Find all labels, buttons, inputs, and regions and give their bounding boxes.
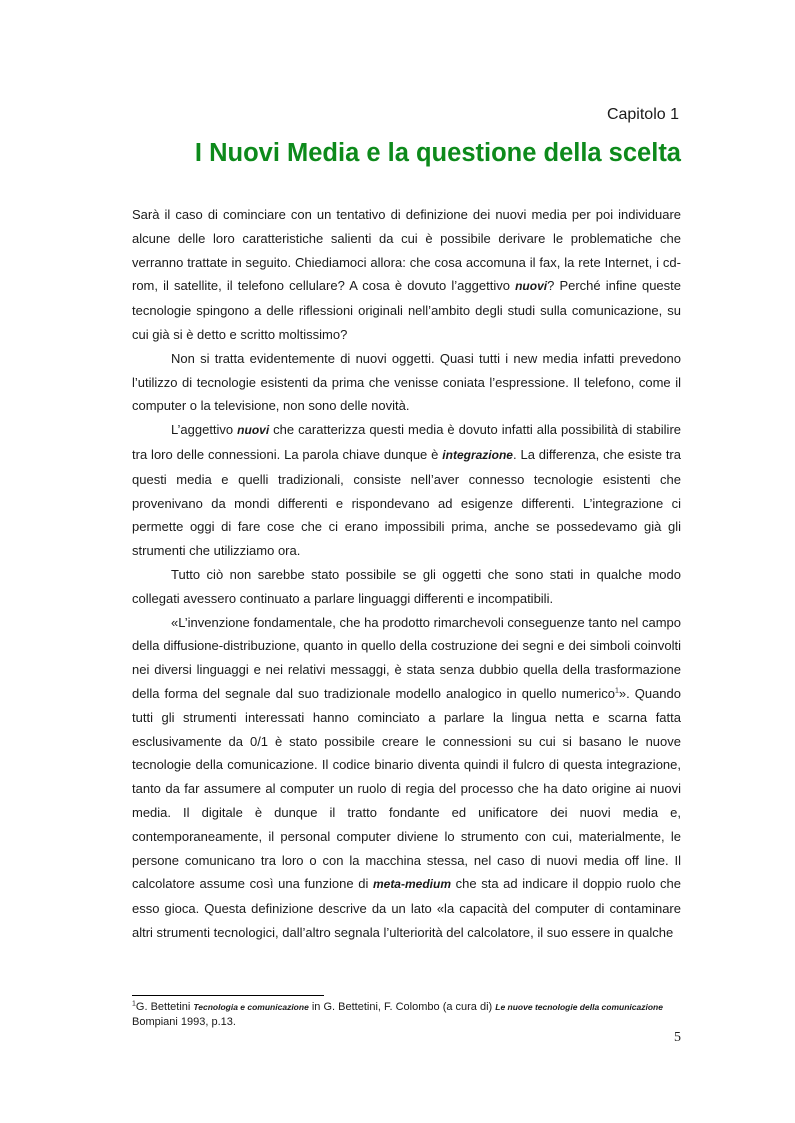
footnote-text: Bompiani 1993, p.13.: [132, 1015, 236, 1028]
paragraph: [132, 347, 681, 418]
text-run: ? Perché infine queste tecnologie spingono a delle riflessioni originali nell’ambito degli studi sulla comunicazione, su cui già si è detto e scritto moltissimo?: [132, 278, 681, 342]
text-run: Sarà il caso di cominciare con un tentativo di definizione dei nuovi media per poi individuare alcune delle loro caratteristiche salienti da cui è possibile derivare le problematiche che verranno trattate in seguito. Chiediamoci allora: che cosa accomuna il fax, la rete Internet, i cd-rom, il satellite, il telefono cellulare? A cosa è dovuto l’aggettivo: [132, 207, 681, 294]
keyword: integrazione: [442, 447, 513, 462]
text-run: «L’invenzione fondamentale, che ha prodotto rimarchevoli conseguenze tanto nel campo della diffusione-distribuzione, quanto in quello della costruzione dei segni e dei simboli coinvolti nei diversi linguaggi e nei relativi messaggi, è stata senza dubbio quella della trasformazione della forma del segnale dal suo tradizionale modello analogico in quello numerico: [132, 614, 681, 701]
paragraph: [132, 203, 681, 347]
text-run: Tutto ciò non sarebbe stato possibile se gli oggetti che sono stati in qualche modo collegati avessero continuato a parlare linguaggi differenti e incompatibili.: [132, 566, 681, 606]
footnote-title: Tecnologia e comunicazione: [193, 1002, 309, 1012]
paragraph: [132, 563, 681, 611]
footnote-text: in G. Bettetini, F. Colombo (a cura di): [308, 1001, 496, 1013]
text-run: L’aggettivo: [171, 422, 238, 438]
footnote-divider: [132, 995, 324, 996]
paragraph: [132, 611, 681, 945]
footnote: [132, 1000, 692, 1029]
page-number: 5: [674, 1030, 681, 1045]
text-run: che caratterizza questi media è dovuto infatti alla possibilità di stabilire tra loro delle connessioni. La parola chiave dunque è: [132, 422, 681, 462]
footnote-number: 1: [132, 1000, 136, 1008]
text-run: . La differenza, che esiste tra questi media e quelli tradizionali, consiste nell’aver connesso tecnologie esistenti che provenivano da mondi differenti e rispondevano ad esigenze differenti. L’integrazione ci permette oggi di fare cose che ci erano impossibili prima, anche se possedevamo già gli strumenti che utilizziamo ora.: [132, 446, 681, 559]
keyword: nuovi: [515, 279, 548, 294]
footnote-title: Le nuove tecnologie della comunicazione: [495, 1002, 663, 1012]
keyword: meta-medium: [372, 877, 451, 892]
text-run: che sta ad indicare il doppio ruolo che esso gioca. Questa definizione descrive da un lato «la capacità del computer di contaminare altri strumenti tecnologici, dall’altro segnala l’ulteriorità del calcolatore, il suo essere in qualche: [132, 876, 681, 940]
footnote-ref[interactable]: 1: [614, 687, 619, 695]
chapter-title: I Nuovi Media e la questione della scelta: [194, 139, 681, 167]
paragraph: [132, 418, 681, 563]
text-run: Non si tratta evidentemente di nuovi oggetti. Quasi tutti i new media infatti prevedono l’utilizzo di tecnologie esistenti da prima che venisse coniata l’espressione. Il telefono, come il computer o la televisione, non sono delle novità.: [132, 350, 681, 414]
chapter-label: Capitolo 1: [606, 106, 679, 123]
text-run: ». Quando tutti gli strumenti interessati hanno cominciato a parlare la lingua netta e scarna fatta esclusivamente da 0/1 è stato possibile creare le connessioni su cui si basano le nuove tecnologie della comunicazione. Il codice binario diventa quindi il fulcro di questa integrazione, tanto da far assumere al computer un ruolo di regia del processo che ha dato origine ai nuovi media. Il digitale è dunque il tratto fondante ed unificatore dei nuovi media e, contemporaneamente, il personal computer diviene lo strumento con cui, materialmente, le persone comunicano tra loro o con la macchina stessa, nel caso di nuovi media off line. Il calcolatore assume così una funzione di: [132, 685, 681, 892]
body-text: [132, 203, 681, 945]
footnote-text: G. Bettetini: [135, 1001, 194, 1013]
keyword: nuovi: [237, 423, 270, 438]
